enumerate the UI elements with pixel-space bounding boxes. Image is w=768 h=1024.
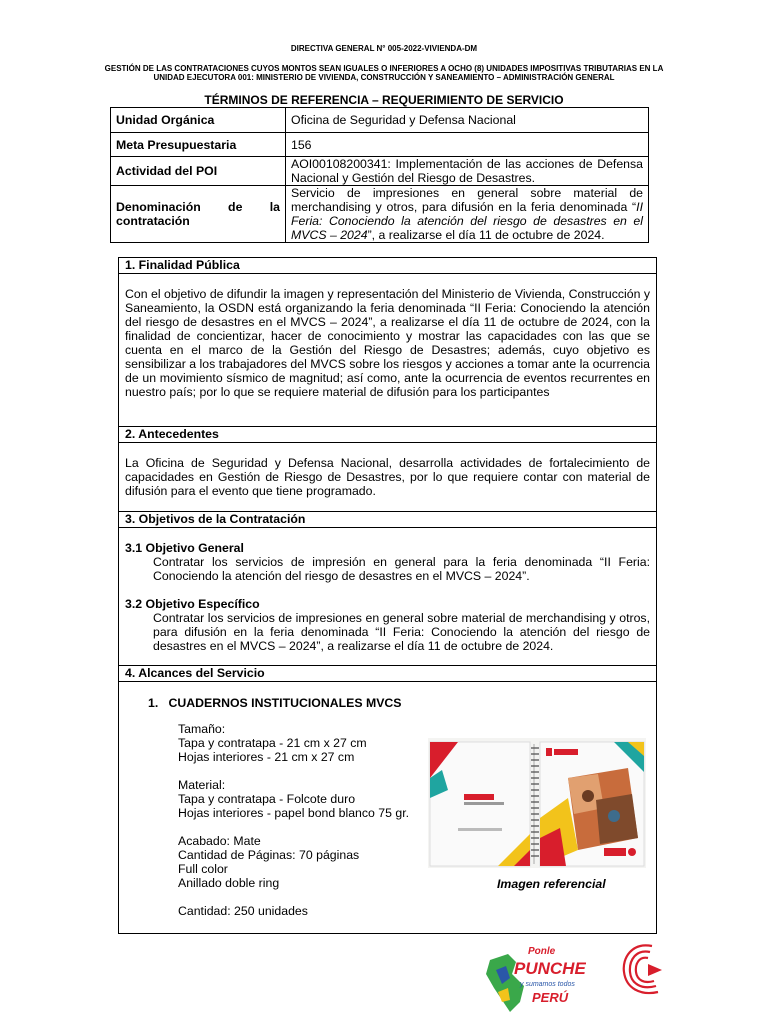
denominacion-value (286, 186, 649, 243)
info-row-unidad (111, 108, 649, 133)
notebook-reference-image (428, 738, 646, 868)
denominacion-label: Denominación de la contratación (111, 186, 286, 243)
denominacion-pre: Servicio de impresiones en general sobre material de merchandising y otros, para difusión en la feria denominada “ (291, 186, 643, 214)
spec-tamano-label: Tamaño: (178, 722, 226, 736)
unidad-label: Unidad Orgánica (111, 108, 286, 133)
objetivo-especifico-title: 3.2 Objetivo Específico (125, 597, 260, 611)
item-cuadernos-specs (178, 722, 409, 918)
section-objetivos (118, 511, 657, 666)
section-antecedentes (118, 426, 657, 512)
info-row-meta (111, 133, 649, 157)
spec-material-label: Material: (178, 778, 226, 792)
section-objetivos-body (119, 528, 656, 653)
spec-acabado: Acabado: Mate (178, 834, 261, 848)
actividad-label: Actividad del POI (111, 157, 286, 186)
meta-label: Meta Presupuestaria (111, 133, 286, 157)
unidad-value: Oficina de Seguridad y Defensa Nacional (286, 108, 649, 133)
spec-cantidad: Cantidad: 250 unidades (178, 904, 308, 918)
info-row-denominacion (111, 186, 649, 243)
section-alcances-title: 4. Alcances del Servicio (119, 666, 656, 682)
meta-value: 156 (286, 133, 649, 157)
spec-tapa-material: Tapa y contratapa - Folcote duro (178, 792, 356, 806)
item-cuadernos-title: 1. CUADERNOS INSTITUCIONALES MVCS (148, 696, 402, 710)
spec-color: Full color (178, 862, 228, 876)
objetivo-general-title: 3.1 Objetivo General (125, 541, 244, 555)
spec-hojas-size: Hojas interiores - 21 cm x 27 cm (178, 750, 355, 764)
denominacion-post: ”, a realizarse el día 11 de octubre de 2024. (367, 228, 605, 242)
section-finalidad-title: 1. Finalidad Pública (119, 258, 656, 274)
section-antecedentes-title: 2. Antecedentes (119, 427, 656, 443)
directive-header: DIRECTIVA GENERAL N° 005-2022-VIVIENDA-DM (290, 44, 478, 53)
section-finalidad-text: Con el objetivo de difundir la imagen y representación del Ministerio de Vivienda, Construcción y Saneamiento, la OSDN está organizando la feria denominada “II Feria: Conociendo la atención del riesgo de desastres en el MVCS – 2024”, a realizarse el día 11 de octubre de 2024, con la finalidad de concientizar, hacer de conocimiento y mostrar las capacidades con las que se cuenta en el marco de la Gestión del Riesgo de Desastres; además, cuyo objetivo es sensibilizar a los trabajadores del MVCS sobre los riesgos y acciones a tomar ante la ocurrencia de un movimiento sísmico de magnitud; así como, ante la ocurrencia de eventos recurrentes en nuestro país; por lo que se requiere material de difusión para los participantes (125, 287, 650, 399)
spec-hojas-material: Hojas interiores - papel bond blanco 75 gr. (178, 806, 410, 820)
image-caption: Imagen referencial (497, 877, 606, 891)
info-table (110, 107, 649, 243)
logo-text-sumamos: y sumamos todos (520, 981, 575, 988)
section-finalidad (118, 257, 657, 427)
denominacion-italic: II Feria: Conociendo la atención del riesgo de desastres en el MVCS – 2024 (291, 200, 643, 242)
section-antecedentes-text: La Oficina de Seguridad y Defensa Nacional, desarrolla actividades de fortalecimiento de capacidades en Gestión de Riesgo de Desastres, por lo que requiere contar con material de difusión para el evento que tiene programado. (125, 456, 650, 498)
document-title: TÉRMINOS DE REFERENCIA – REQUERIMIENTO DE SERVICIO (204, 93, 564, 107)
logo-text-peru: PERÚ (532, 990, 569, 1005)
section-objetivos-title: 3. Objetivos de la Contratación (119, 512, 656, 528)
spec-anillado: Anillado doble ring (178, 876, 280, 890)
directive-subtitle: GESTIÓN DE LAS CONTRATACIONES CUYOS MONTOS SEAN IGUALES O INFERIORES A OCHO (8) UNIDADES IMPOSITIVAS TRIBUTARIAS EN LA UNIDAD EJECUTORA 001: MINISTERIO DE VIVIENDA, CONSTRUCCIÓN Y SANEAMIENTO – ADMINISTRACIÓN GENERAL (104, 64, 664, 82)
objetivo-especifico-text: Contratar los servicios de impresiones en general sobre material de merchandising y otros, para difusión en la feria denominada “II Feria: Conociendo la atención del riesgo de desastres en el MVCS – 2024”, a realizarse el día 11 de octubre de 2024. (153, 611, 650, 653)
spec-tapa-size: Tapa y contratapa - 21 cm x 27 cm (178, 736, 367, 750)
ponle-punche-peru-logo (480, 940, 586, 1016)
logo-text-ponle: Ponle (528, 946, 556, 957)
actividad-value: AOI00108200341: Implementación de las acciones de Defensa Nacional y Gestión del Riesgo de Desastres. (286, 157, 649, 186)
objetivo-general-text: Contratar los servicios de impresión en general para la feria denominada “II Feria: Conociendo la atención del riesgo de desastres en el MVCS – 2024”. (153, 555, 650, 583)
info-row-actividad (111, 157, 649, 186)
peru-brand-logo (618, 938, 664, 1002)
logo-text-punche: PUNCHE (514, 959, 586, 978)
spec-paginas: Cantidad de Páginas: 70 páginas (178, 848, 360, 862)
